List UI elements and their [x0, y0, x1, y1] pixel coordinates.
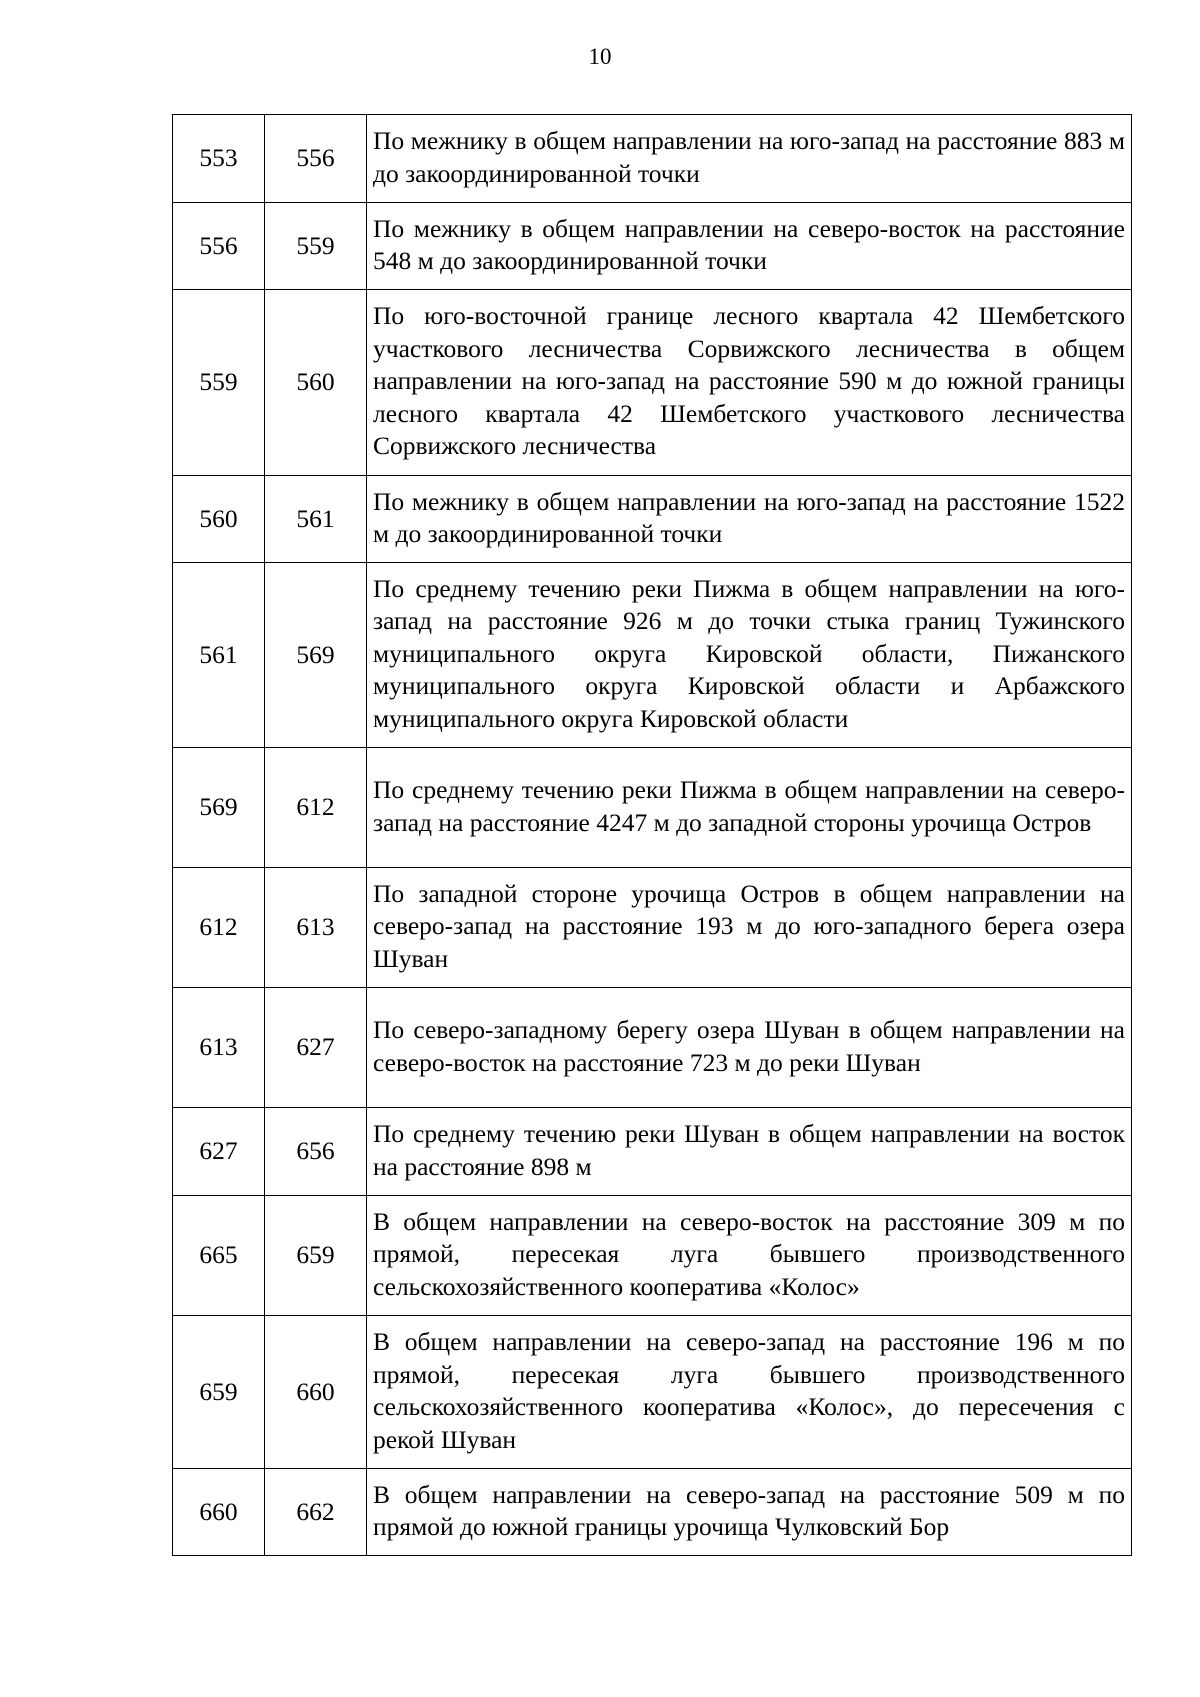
to-point-cell: 561 — [265, 476, 367, 563]
from-point-cell: 612 — [173, 868, 265, 988]
to-point-cell: 660 — [265, 1316, 367, 1469]
to-point-cell: 659 — [265, 1196, 367, 1316]
table-row — [173, 563, 1132, 748]
table-row — [173, 203, 1132, 290]
page-number: 10 — [588, 44, 612, 69]
from-point-cell: 561 — [173, 563, 265, 748]
table-row — [173, 476, 1132, 563]
table-row — [173, 748, 1132, 868]
from-point-cell: 665 — [173, 1196, 265, 1316]
description-cell: По межнику в общем направлении на юго-запад на расстояние 883 м до закоординированной точки — [367, 115, 1132, 203]
table-row — [173, 1108, 1132, 1196]
from-point-cell: 613 — [173, 988, 265, 1108]
description-cell: По межнику в общем направлении на юго-запад на расстояние 1522 м до закоординированной точки — [367, 476, 1132, 563]
table-row — [173, 1196, 1132, 1316]
description-cell: По северо-западному берегу озера Шуван в общем направлении на северо-восток на расстояние 723 м до реки Шуван — [367, 988, 1132, 1108]
description-cell: По межнику в общем направлении на северо-восток на расстояние 548 м до закоординированной точки — [367, 203, 1132, 290]
table-row — [173, 1469, 1132, 1556]
to-point-cell: 627 — [265, 988, 367, 1108]
description-cell: По среднему течению реки Шуван в общем направлении на восток на расстояние 898 м — [367, 1108, 1132, 1196]
to-point-cell: 612 — [265, 748, 367, 868]
to-point-cell: 662 — [265, 1469, 367, 1556]
description-cell: По юго-восточной границе лесного квартала 42 Шембетского участкового лесничества Сорвижского лесничества в общем направлении на юго-запад на расстояние 590 м до южной границы лесного квартала 42 Шембетского участкового лесничества Сорвижского лесничества — [367, 290, 1132, 476]
description-cell: По среднему течению реки Пижма в общем направлении на юго-запад на расстояние 926 м до точки стыка границ Тужинского муниципального округа Кировской области, Пижанского муниципального округа Кировской области и Арбажского муниципального округа Кировской области — [367, 563, 1132, 748]
boundary-description-table — [172, 114, 1132, 1556]
from-point-cell: 569 — [173, 748, 265, 868]
from-point-cell: 659 — [173, 1316, 265, 1469]
description-cell: В общем направлении на северо-запад на расстояние 196 м по прямой, пересекая луга бывшего производственного сельскохозяйственного кооператива «Колос», до пересечения с рекой Шуван — [367, 1316, 1132, 1469]
table-row — [173, 988, 1132, 1108]
table-row — [173, 115, 1132, 203]
from-point-cell: 556 — [173, 203, 265, 290]
to-point-cell: 656 — [265, 1108, 367, 1196]
from-point-cell: 560 — [173, 476, 265, 563]
table-row — [173, 290, 1132, 476]
description-cell: В общем направлении на северо-запад на расстояние 509 м по прямой до южной границы урочища Чулковский Бор — [367, 1469, 1132, 1556]
table-row — [173, 1316, 1132, 1469]
description-cell: По среднему течению реки Пижма в общем направлении на северо-запад на расстояние 4247 м до западной стороны урочища Остров — [367, 748, 1132, 868]
from-point-cell: 660 — [173, 1469, 265, 1556]
to-point-cell: 569 — [265, 563, 367, 748]
to-point-cell: 613 — [265, 868, 367, 988]
from-point-cell: 553 — [173, 115, 265, 203]
to-point-cell: 556 — [265, 115, 367, 203]
from-point-cell: 559 — [173, 290, 265, 476]
to-point-cell: 560 — [265, 290, 367, 476]
description-cell: По западной стороне урочища Остров в общем направлении на северо-запад на расстояние 193 м до юго-западного берега озера Шуван — [367, 868, 1132, 988]
description-cell: В общем направлении на северо-восток на расстояние 309 м по прямой, пересекая луга бывшего производственного сельскохозяйственного кооператива «Колос» — [367, 1196, 1132, 1316]
from-point-cell: 627 — [173, 1108, 265, 1196]
to-point-cell: 559 — [265, 203, 367, 290]
table-row — [173, 868, 1132, 988]
